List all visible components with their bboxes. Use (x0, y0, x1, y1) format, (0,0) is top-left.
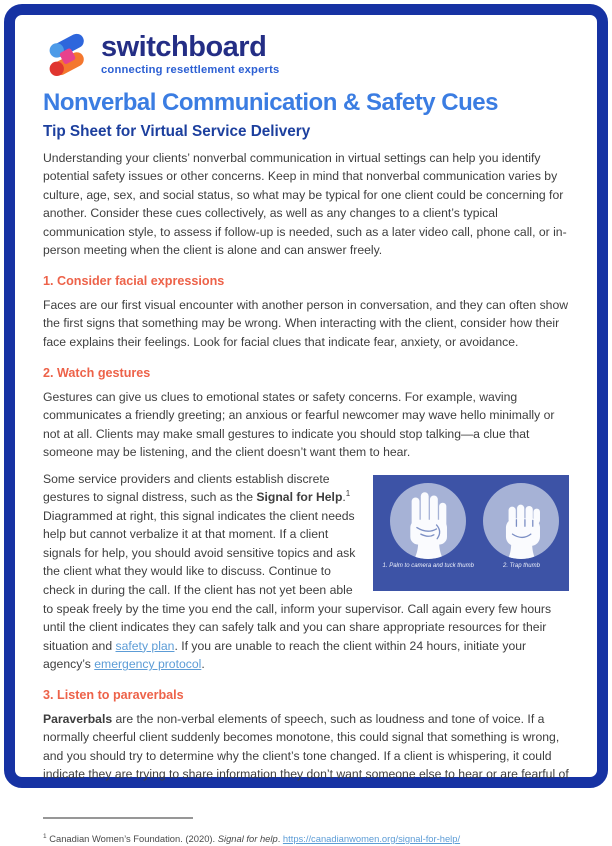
emergency-protocol-link[interactable]: emergency protocol (94, 657, 201, 671)
footnote-divider (43, 817, 193, 819)
text-segment: Diagrammed at right, this signal indicates the client needs help but cannot verbalize it at that moment. If a client signals for help, you should avoid sensitive topics and ask the client what they would like to discuss. Continue to check in during the call. If the client has not yet been able to speak freely by the time you end the call, inform your supervisor. Call again every few hours until the client indicates they can safely talk and you can share appropriate resources for their situation and (43, 509, 551, 653)
text-segment: . If you are unable to reach the client within 24 hours, initiate your agency’s (43, 639, 526, 672)
footnote-url-link[interactable]: https://canadianwomen.org/signal-for-help/ (283, 833, 460, 844)
footnote-text: Canadian Women’s Foundation. (2020). (47, 833, 218, 844)
fist-circle (483, 483, 559, 559)
section-body-facial-expressions: Faces are our first visual encounter with another person in conversation, and they can often show the first signs that something may be wrong. When interacting with the client, consider how their face explains their feelings. Look for facial clues that indicate fear, anxiety, or avoidance. (43, 296, 569, 352)
switchboard-logo (45, 31, 569, 78)
fist-hand-icon (490, 487, 552, 559)
page-title: Nonverbal Communication & Safety Cues (43, 89, 569, 117)
safety-plan-link[interactable]: safety plan (116, 639, 175, 653)
figure-step-2 (483, 483, 559, 591)
figure-step-1 (383, 483, 474, 591)
signal-for-help-figure (373, 475, 569, 591)
signal-for-help-bold-term: Signal for Help (256, 490, 342, 504)
open-palm-hand-icon (397, 487, 459, 559)
footnote-reference-1: 1 (346, 489, 350, 498)
intro-paragraph: Understanding your clients’ nonverbal communication in virtual settings can help you identify potential safety issues or other concerns. Keep in mind that nonverbal communication varies by culture, age, sex, and social status, so what may be typical for one client could be concerning for another. Consider these cues collectively, as well as any changes to a client’s typical communication style, to assess if follow-up is needed, such as a later video call, phone call, or in-person meeting when the client is alone and can answer freely. (43, 149, 569, 260)
footnote-text: . (278, 833, 283, 844)
paraverbals-bold-term: Paraverbals (43, 712, 112, 726)
section-body-paraverbals (43, 710, 569, 784)
switchboard-logo-icon (45, 31, 92, 78)
footnote-work-title: Signal for help (218, 833, 278, 844)
open-palm-circle (390, 483, 466, 559)
text-segment: Some service providers and clients establish discrete gestures to signal distress, such as the (43, 472, 330, 505)
text-segment: . (342, 490, 345, 504)
section-heading-paraverbals: 3. Listen to paraverbals (43, 688, 569, 702)
logo-brand-name: switchboard (101, 32, 279, 62)
signal-for-help-block (43, 470, 569, 674)
section-heading-watch-gestures: 2. Watch gestures (43, 366, 569, 380)
figure-caption-1: 1. Palm to camera and tuck thumb (383, 563, 474, 569)
page-subtitle: Tip Sheet for Virtual Service Delivery (43, 123, 569, 141)
logo-text-block (101, 31, 279, 76)
text-segment: are the non-verbal elements of speech, such as loudness and tone of voice. If a normally cheerful client suddenly becomes monotone, this could signal that something is wrong, and you should try to determine why the client’s tone changed. If a client is whispering, it could indicate they are trying to share information they don’t want someone else to hear or are fearful of (43, 712, 569, 782)
section-body-watch-gestures: Gestures can give us clues to emotional states or safety concerns. For example, waving communicates a friendly greeting; an anxious or fearful newcomer may wave hello minimally or not at all. Clients may make small gestures to indicate you should stop talking—a clue that someone may be listening, and the client doesn’t want them to hear. (43, 388, 569, 462)
document-page (4, 4, 608, 788)
section-heading-facial-expressions: 1. Consider facial expressions (43, 274, 569, 288)
footnote-marker: 1 (43, 833, 47, 840)
footnote (43, 832, 569, 846)
figure-caption-2: 2. Trap thumb (503, 563, 540, 569)
logo-tagline: connecting resettlement experts (101, 64, 279, 76)
text-segment: . (201, 657, 204, 671)
